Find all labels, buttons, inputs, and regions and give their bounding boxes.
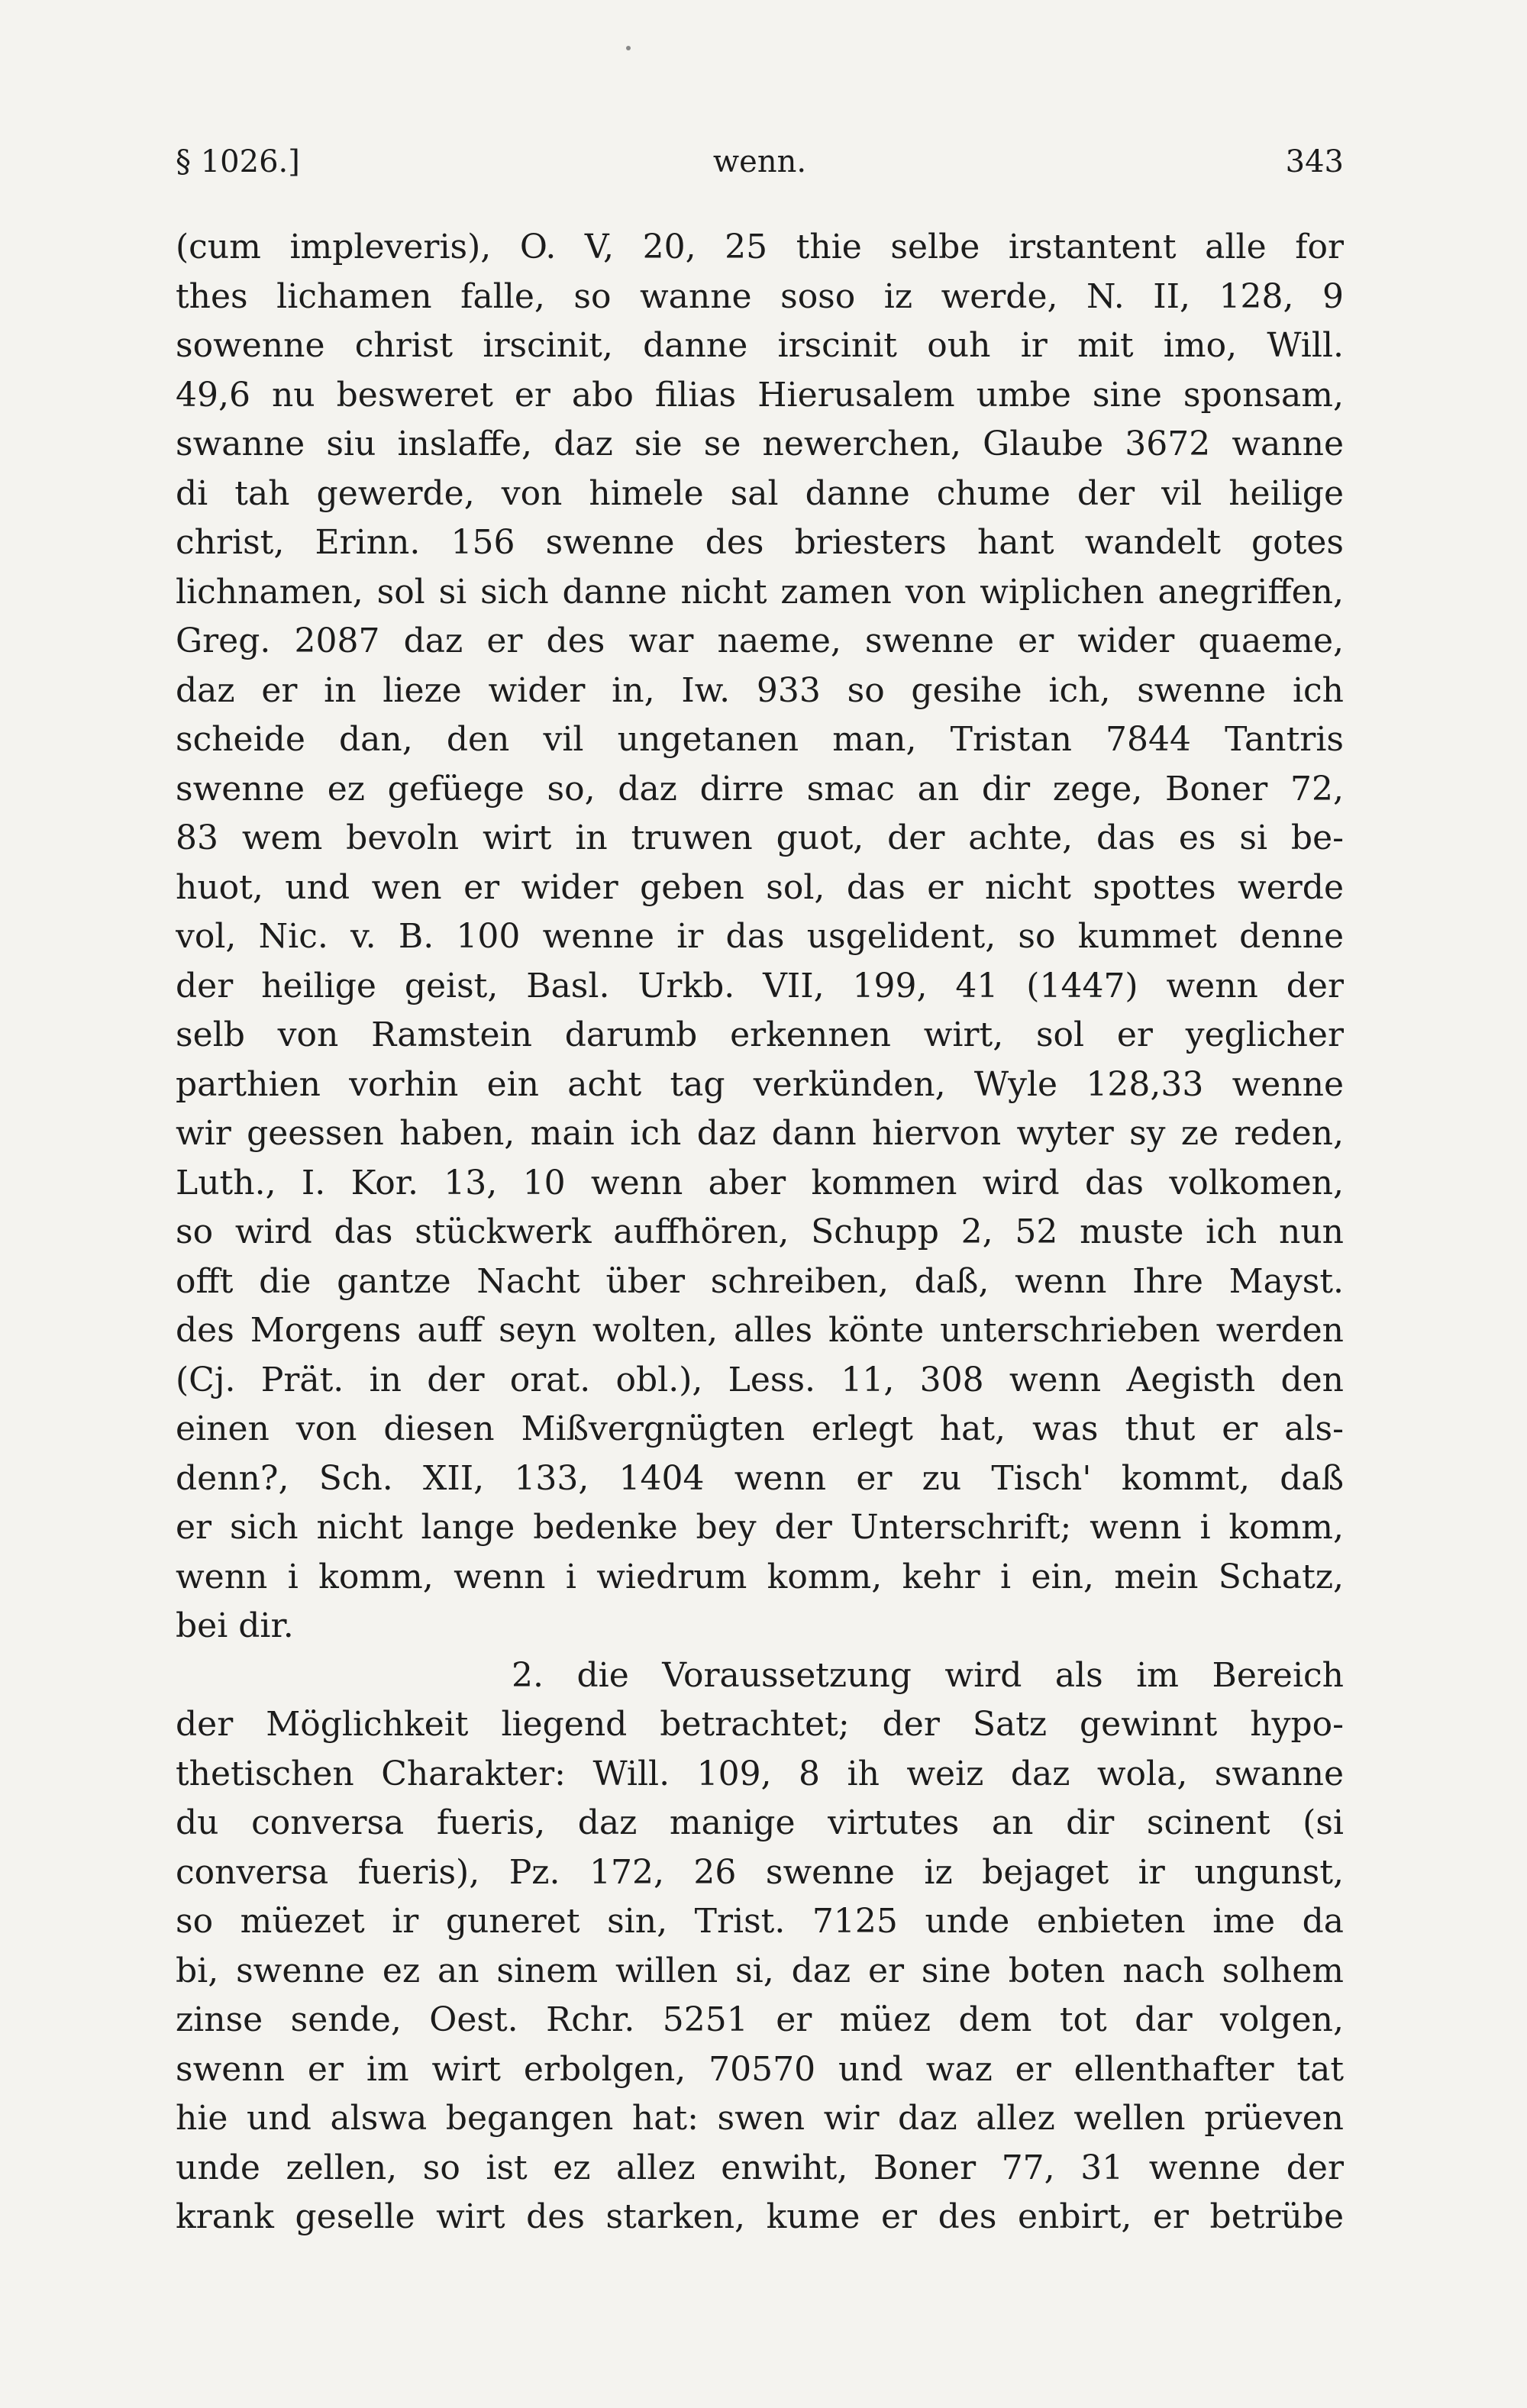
text-line: sowenne christ irscinit, danne irscinit ouh ir mit imo, Will. [176, 326, 1344, 365]
text-line: Luth., I. Kor. 13, 10 wenn aber kommen wird das volkomen, [176, 1163, 1344, 1202]
text-line: unde zellen, so ist ez allez enwiht, Boner 77, 31 wenne der [176, 2148, 1344, 2187]
body-text [176, 223, 1344, 2242]
page-number: 343 [1285, 144, 1344, 179]
paragraph-start-line: 2. die Voraussetzung wird als im Bereich [512, 1655, 1344, 1695]
text-line: thes lichamen falle, so wanne soso iz werde, N. II, 128, 9 [176, 276, 1344, 316]
text-line: krank geselle wirt des starken, kume er des enbirt, er betrübe [176, 2197, 1344, 2236]
section-reference: § 1026.] [176, 144, 300, 179]
text-line: (Cj. Prät. in der orat. obl.), Less. 11, 308 wenn Aegisth den [176, 1360, 1344, 1399]
text-line: swanne siu inslaffe, daz sie se newerchen, Glaube 3672 wanne [176, 424, 1344, 463]
ink-speck [626, 46, 631, 50]
text-line: hie und alswa begangen hat: swen wir daz allez wellen prüeven [176, 2099, 1344, 2138]
text-line: Greg. 2087 daz er des war naeme, swenne er wider quaeme, [176, 621, 1344, 660]
running-title: wenn. [712, 144, 807, 179]
text-line: christ, Erinn. 156 swenne des briesters hant wandelt gotes [176, 523, 1344, 562]
text-line: zinse sende, Oest. Rchr. 5251 er müez dem tot dar volgen, [176, 2000, 1344, 2039]
text-line: di tah gewerde, von himele sal danne chume der vil heilige [176, 473, 1344, 513]
running-header [176, 139, 1344, 185]
text-line: selb von Ramstein darumb erkennen wirt, sol er yeglicher [176, 1015, 1344, 1054]
text-line: der Möglichkeit liegend betrachtet; der Satz gewinnt hypo- [176, 1705, 1344, 1744]
text-line: swenne ez gefüege so, daz dirre smac an dir zege, Boner 72, [176, 769, 1344, 809]
text-line: bi, swenne ez an sinem willen si, daz er sine boten nach solhem [176, 1951, 1344, 1990]
text-line: vol, Nic. v. B. 100 wenne ir das usgelident, so kummet denne [176, 917, 1344, 956]
text-line: huot, und wen er wider geben sol, das er nicht spottes werde [176, 867, 1344, 907]
text-line: so wird das stückwerk auffhören, Schupp 2, 52 muste ich nun [176, 1212, 1344, 1251]
text-line: daz er in lieze wider in, Iw. 933 so gesihe ich, swenne ich [176, 670, 1344, 710]
text-line: er sich nicht lange bedenke bey der Unterschrift; wenn i komm, [176, 1508, 1344, 1547]
text-line: einen von diesen Mißvergnügten erlegt hat, was thut er als- [176, 1409, 1344, 1448]
text-line: swenn er im wirt erbolgen, 70570 und waz er ellenthafter tat [176, 2049, 1344, 2089]
text-line: der heilige geist, Basl. Urkb. VII, 199, 41 (1447) wenn der [176, 966, 1344, 1005]
text-line: lichnamen, sol si sich danne nicht zamen von wiplichen anegriffen, [176, 572, 1344, 612]
text-line: denn?, Sch. XII, 133, 1404 wenn er zu Tisch' kommt, daß [176, 1458, 1344, 1498]
text-line: (cum impleveris), O. V, 20, 25 thie selbe irstantent alle for [176, 228, 1344, 266]
text-line: offt die gantze Nacht über schreiben, daß, wenn Ihre Mayst. [176, 1261, 1344, 1301]
paragraph-end-line: bei dir. [176, 1606, 294, 1645]
text-line: scheide dan, den vil ungetanen man, Tristan 7844 Tantris [176, 720, 1344, 759]
text-line: des Morgens auff seyn wolten, alles könte unterschrieben werden [176, 1311, 1344, 1350]
text-line: wir geessen haben, main ich daz dann hiervon wyter sy ze reden, [176, 1114, 1344, 1153]
text-line: 83 wem bevoln wirt in truwen guot, der achte, das es si be- [176, 818, 1344, 857]
text-line: du conversa fueris, daz manige virtutes an dir scinent (si [176, 1803, 1344, 1842]
text-line: parthien vorhin ein acht tag verkünden, Wyle 128,33 wenne [176, 1064, 1344, 1104]
text-line: so müezet ir guneret sin, Trist. 7125 unde enbieten ime da [176, 1902, 1344, 1941]
text-line: conversa fueris), Pz. 172, 26 swenne iz bejaget ir ungunst, [176, 1852, 1344, 1892]
text-line: wenn i komm, wenn i wiedrum komm, kehr i ein, mein Schatz, [176, 1557, 1344, 1596]
text-line: thetischen Charakter: Will. 109, 8 ih weiz daz wola, swanne [176, 1754, 1344, 1793]
text-line: 49,6 nu besweret er abo filias Hierusalem umbe sine sponsam, [176, 375, 1344, 415]
